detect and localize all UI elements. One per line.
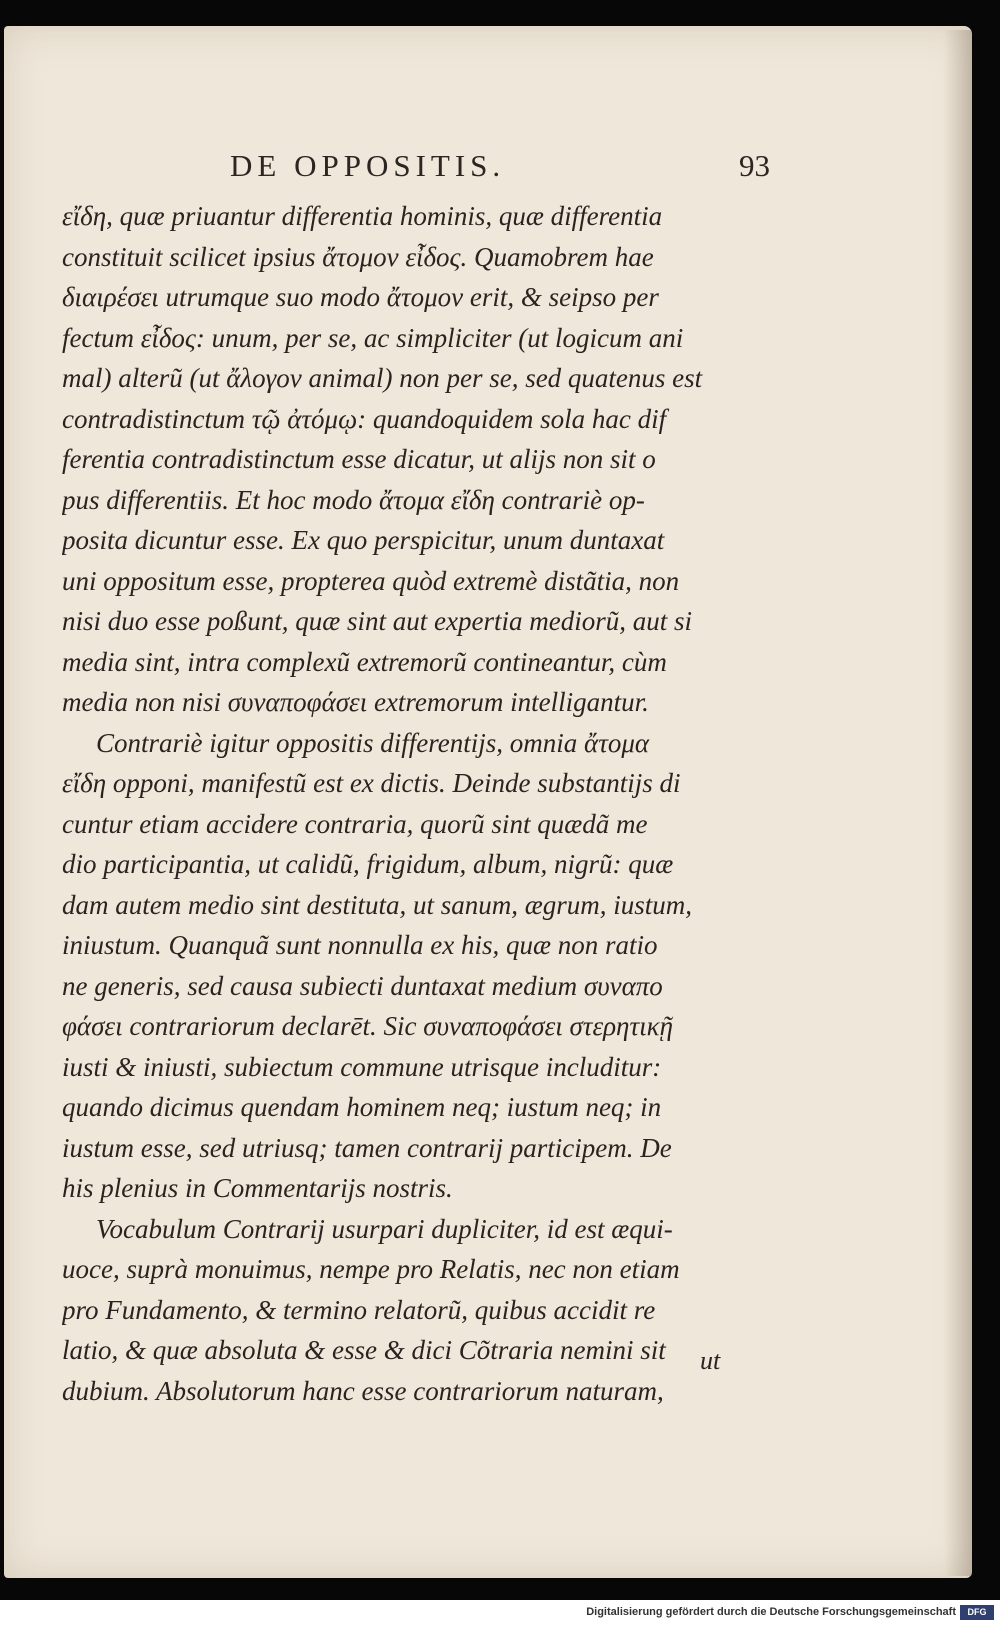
text-line: quando dicimus quendam hominem neq; iustum neq; in: [62, 1092, 662, 1122]
text-line: φάσει contrariorum declarēt. Sic συναποφάσει στερητικῇ: [62, 1011, 673, 1041]
digitization-footer: [0, 1600, 1000, 1628]
page-edge-shadow: [944, 30, 972, 1576]
text-line: ne generis, sed causa subiecti duntaxat medium συναπο: [62, 970, 663, 1001]
text-line: posita dicuntur esse. Ex quo perspicitur, unum duntaxat: [62, 525, 665, 555]
text-line: media non nisi συναποφάσει extremorum intelligantur.: [62, 687, 649, 717]
text-line: iusti & iniusti, subiectum commune utrisque includitur:: [62, 1051, 662, 1082]
text-line: nisi duo esse poßunt, quæ sint aut expertia mediorũ, aut si: [62, 606, 692, 636]
text-line: his plenius in Commentarijs nostris.: [62, 1173, 453, 1203]
text-line: cuntur etiam accidere contraria, quorũ sint quædã me: [62, 808, 648, 839]
text-line: διαιρέσει utrumque suo modo ἄτομον erit, & seipso per: [62, 282, 659, 312]
text-line: dio participantia, ut calidũ, frigidum, album, nigrũ: quæ: [62, 849, 674, 879]
text-line: dam autem medio sint destituta, ut sanum, ægrum, iustum,: [62, 889, 693, 920]
text-line: εἴδη, quæ priuantur differentia hominis, quæ differentia: [62, 201, 663, 231]
text-line: Contrariè igitur oppositis differentijs, omnia ἄτομα: [96, 727, 650, 758]
text-line: mal) alterũ (ut ἄλογον animal) non per se, sed quatenus est: [62, 363, 703, 393]
text-line: iustum esse, sed utriusq; tamen contrarij participem. De: [62, 1132, 672, 1163]
text-line: uoce, suprà monuimus, nempe pro Relatis, nec non etiam: [62, 1254, 680, 1284]
text-line: latio, & quæ absoluta & esse & dici Cõtraria nemini sit: [62, 1335, 666, 1365]
text-line: Vocabulum Contrarij usurpari dupliciter, id est æqui-: [96, 1213, 673, 1244]
text-line: constituit scilicet ipsius ἄτομον εἶδος. Quamobrem hae: [62, 241, 654, 272]
dfg-logo: DFG: [960, 1605, 994, 1620]
running-head: DE OPPOSITIS.: [230, 148, 506, 183]
text-line: iniustum. Quanquã sunt nonnulla ex his, quæ non ratio: [62, 930, 658, 960]
page-number: 93: [739, 148, 770, 183]
catchword: ut: [700, 1346, 721, 1375]
text-line: fectum εἶδος: unum, per se, ac simpliciter (ut logicum ani: [62, 322, 684, 353]
text-line: contradistinctum τῷ ἀτόμῳ: quandoquidem sola hac dif: [62, 403, 667, 434]
page-header: [230, 148, 770, 192]
text-line: dubium. Absolutorum hanc esse contrariorum naturam,: [62, 1375, 664, 1406]
text-line: uni oppositum esse, propterea quòd extremè distãtia, non: [62, 565, 680, 596]
text-line: pus differentiis. Et hoc modo ἄτομα εἴδη contrariè op-: [62, 484, 645, 515]
text-line: media sint, intra complexũ extremorũ contineantur, cùm: [62, 646, 667, 677]
body-text: [62, 196, 762, 1411]
text-line: ferentia contradistinctum esse dicatur, ut alijs non sit o: [62, 444, 656, 474]
text-line: εἴδη opponi, manifestũ est ex dictis. Deinde substantijs di: [62, 768, 681, 798]
funding-credit: Digitalisierung gefördert durch die Deutsche Forschungsgemeinschaft: [586, 1606, 956, 1618]
text-line: pro Fundamento, & termino relatorũ, quibus accidit re: [62, 1294, 656, 1325]
